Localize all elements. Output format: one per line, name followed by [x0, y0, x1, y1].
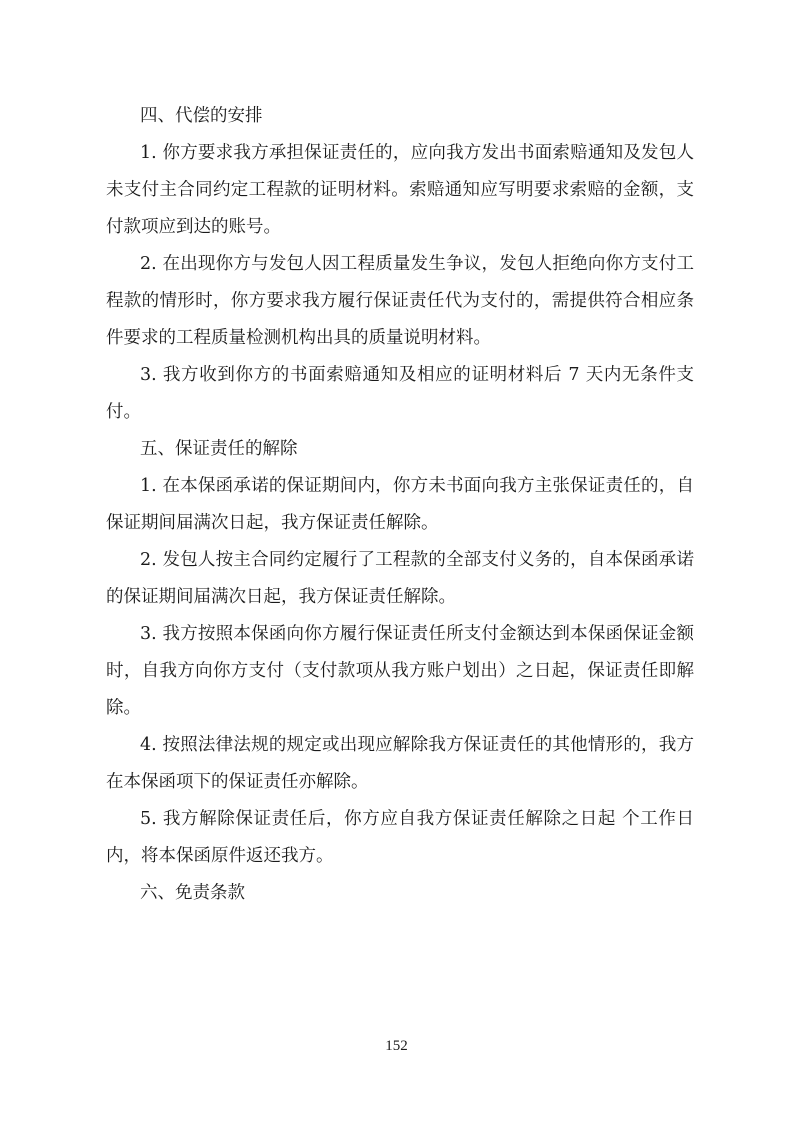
document-body	[106, 98, 694, 912]
release-clause-4: 4. 按照法律法规的规定或出现应解除我方保证责任的其他情形的，我方在本保函项下的保证责任亦解除。	[106, 735, 694, 792]
compensation-clause-1: 1. 你方要求我方承担保证责任的，应向我方发出书面索赔通知及发包人未支付主合同约定工程款的证明材料。索赔通知应写明要求索赔的金额，支付款项应到达的账号。	[106, 143, 694, 237]
section-heading-exemption: 六、免责条款	[140, 883, 245, 903]
section-heading-compensation: 四、代偿的安排	[140, 106, 263, 126]
release-clause-5: 5. 我方解除保证责任后，你方应自我方保证责任解除之日起 个工作日内，将本保函原件返还我方。	[106, 809, 694, 866]
compensation-clause-2: 2. 在出现你方与发包人因工程质量发生争议，发包人拒绝向你方支付工程款的情形时，你方要求我方履行保证责任代为支付的，需提供符合相应条件要求的工程质量检测机构出具的质量说明材料。	[106, 254, 694, 348]
release-clause-1: 1. 在本保函承诺的保证期间内，你方未书面向我方主张保证责任的，自保证期间届满次日起，我方保证责任解除。	[106, 476, 694, 533]
section-heading-release: 五、保证责任的解除	[140, 439, 298, 459]
compensation-clause-3: 3. 我方收到你方的书面索赔通知及相应的证明材料后 7 天内无条件支付。	[106, 365, 694, 422]
release-clause-2: 2. 发包人按主合同约定履行了工程款的全部支付义务的，自本保函承诺的保证期间届满次日起，我方保证责任解除。	[106, 550, 694, 607]
release-clause-3: 3. 我方按照本保函向你方履行保证责任所支付金额达到本保函保证金额时，自我方向你方支付（支付款项从我方账户划出）之日起，保证责任即解除。	[106, 624, 694, 718]
page-number: 152	[385, 1038, 408, 1054]
